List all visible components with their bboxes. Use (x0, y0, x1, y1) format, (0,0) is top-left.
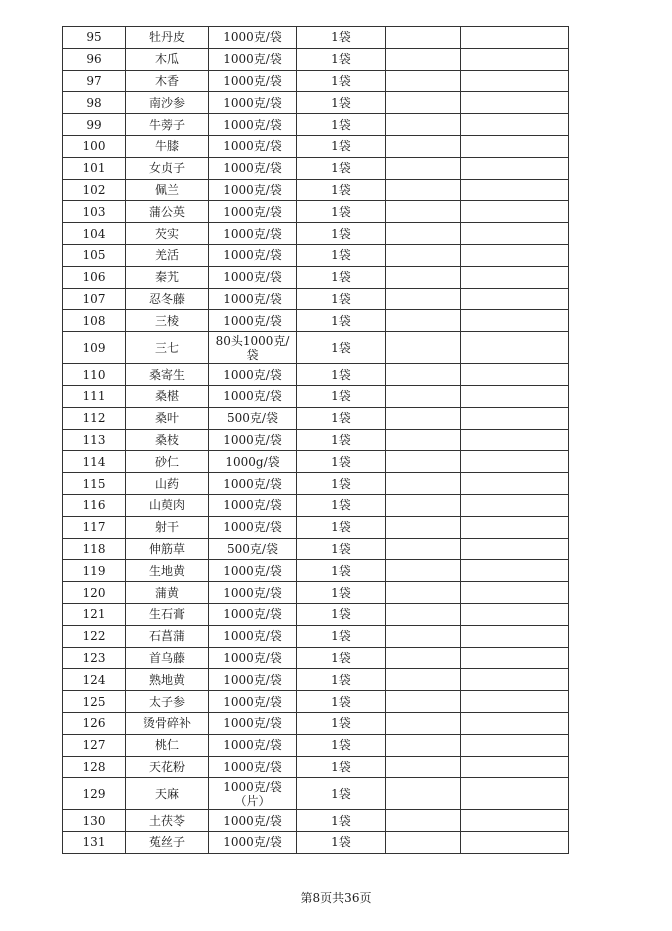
name-cell: 首乌藤 (126, 647, 209, 669)
spec-cell: 1000克/袋 (209, 582, 297, 604)
name-cell: 木香 (126, 70, 209, 92)
spec-cell: 1000克/袋 (209, 27, 297, 49)
blank-cell-b (461, 691, 569, 713)
table-row (63, 582, 569, 604)
name-cell: 蒲黄 (126, 582, 209, 604)
blank-cell-a (386, 157, 461, 179)
blank-cell-a (386, 582, 461, 604)
no-cell: 115 (63, 473, 126, 495)
spec-cell: 1000克/袋 (209, 135, 297, 157)
no-cell: 104 (63, 223, 126, 245)
no-cell: 126 (63, 712, 126, 734)
no-cell: 110 (63, 364, 126, 386)
spec-cell: 80头1000克/袋 (209, 332, 297, 364)
spec-cell: 1000克/袋 (209, 712, 297, 734)
blank-cell-b (461, 332, 569, 364)
name-cell: 天花粉 (126, 756, 209, 778)
no-cell: 107 (63, 288, 126, 310)
no-cell: 130 (63, 810, 126, 832)
spec-cell: 1000克/袋 (209, 266, 297, 288)
spec-cell: 1000克/袋 (209, 603, 297, 625)
herb-table-body (63, 27, 569, 854)
no-cell: 118 (63, 538, 126, 560)
qty-cell: 1袋 (297, 832, 386, 854)
name-cell: 三七 (126, 332, 209, 364)
name-cell: 太子参 (126, 691, 209, 713)
qty-cell: 1袋 (297, 647, 386, 669)
qty-cell: 1袋 (297, 179, 386, 201)
qty-cell: 1袋 (297, 516, 386, 538)
blank-cell-b (461, 385, 569, 407)
name-cell: 生石膏 (126, 603, 209, 625)
blank-cell-a (386, 385, 461, 407)
blank-cell-a (386, 538, 461, 560)
no-cell: 109 (63, 332, 126, 364)
name-cell: 南沙参 (126, 92, 209, 114)
table-row (63, 647, 569, 669)
no-cell: 98 (63, 92, 126, 114)
qty-cell: 1袋 (297, 778, 386, 810)
table-row (63, 734, 569, 756)
name-cell: 桑寄生 (126, 364, 209, 386)
name-cell: 射干 (126, 516, 209, 538)
table-row (63, 429, 569, 451)
blank-cell-b (461, 712, 569, 734)
table-row (63, 266, 569, 288)
spec-cell: 1000克/袋 (209, 494, 297, 516)
spec-cell: 1000g/袋 (209, 451, 297, 473)
qty-cell: 1袋 (297, 407, 386, 429)
name-cell: 山萸肉 (126, 494, 209, 516)
blank-cell-b (461, 832, 569, 854)
table-row (63, 832, 569, 854)
name-cell: 土茯苓 (126, 810, 209, 832)
blank-cell-a (386, 288, 461, 310)
name-cell: 蒲公英 (126, 201, 209, 223)
qty-cell: 1袋 (297, 70, 386, 92)
table-row (63, 310, 569, 332)
table-row (63, 332, 569, 364)
blank-cell-a (386, 310, 461, 332)
table-row (63, 560, 569, 582)
blank-cell-a (386, 625, 461, 647)
qty-cell: 1袋 (297, 756, 386, 778)
no-cell: 125 (63, 691, 126, 713)
table-row (63, 48, 569, 70)
blank-cell-b (461, 92, 569, 114)
table-row (63, 92, 569, 114)
blank-cell-a (386, 244, 461, 266)
name-cell: 砂仁 (126, 451, 209, 473)
qty-cell: 1袋 (297, 625, 386, 647)
blank-cell-b (461, 625, 569, 647)
table-row (63, 157, 569, 179)
table-row (63, 179, 569, 201)
table-row (63, 473, 569, 495)
no-cell: 114 (63, 451, 126, 473)
table-row (63, 451, 569, 473)
spec-cell: 1000克/袋 (209, 625, 297, 647)
page-footer: 第8页共36页 (300, 891, 372, 905)
table-row (63, 810, 569, 832)
no-cell: 122 (63, 625, 126, 647)
blank-cell-b (461, 70, 569, 92)
table-row (63, 70, 569, 92)
blank-cell-a (386, 734, 461, 756)
no-cell: 113 (63, 429, 126, 451)
no-cell: 129 (63, 778, 126, 810)
blank-cell-a (386, 669, 461, 691)
name-cell: 木瓜 (126, 48, 209, 70)
no-cell: 119 (63, 560, 126, 582)
name-cell: 桑椹 (126, 385, 209, 407)
blank-cell-a (386, 407, 461, 429)
spec-cell: 1000克/袋 (209, 473, 297, 495)
no-cell: 99 (63, 114, 126, 136)
table-row (63, 669, 569, 691)
no-cell: 116 (63, 494, 126, 516)
blank-cell-b (461, 364, 569, 386)
blank-cell-a (386, 691, 461, 713)
name-cell: 桃仁 (126, 734, 209, 756)
blank-cell-a (386, 201, 461, 223)
blank-cell-b (461, 810, 569, 832)
blank-cell-a (386, 332, 461, 364)
no-cell: 106 (63, 266, 126, 288)
blank-cell-b (461, 114, 569, 136)
qty-cell: 1袋 (297, 669, 386, 691)
blank-cell-b (461, 494, 569, 516)
spec-cell: 1000克/袋 (209, 516, 297, 538)
no-cell: 105 (63, 244, 126, 266)
blank-cell-a (386, 516, 461, 538)
no-cell: 123 (63, 647, 126, 669)
spec-cell: 1000克/袋 (209, 429, 297, 451)
no-cell: 128 (63, 756, 126, 778)
table-row (63, 135, 569, 157)
blank-cell-a (386, 810, 461, 832)
table-row (63, 407, 569, 429)
name-cell: 熟地黄 (126, 669, 209, 691)
table-row (63, 244, 569, 266)
table-row (63, 516, 569, 538)
name-cell: 石菖蒲 (126, 625, 209, 647)
spec-cell: 1000克/袋 (209, 157, 297, 179)
no-cell: 117 (63, 516, 126, 538)
no-cell: 103 (63, 201, 126, 223)
spec-cell: 500克/袋 (209, 407, 297, 429)
no-cell: 97 (63, 70, 126, 92)
name-cell: 牛膝 (126, 135, 209, 157)
blank-cell-a (386, 560, 461, 582)
qty-cell: 1袋 (297, 712, 386, 734)
qty-cell: 1袋 (297, 266, 386, 288)
qty-cell: 1袋 (297, 135, 386, 157)
no-cell: 100 (63, 135, 126, 157)
name-cell: 伸筋草 (126, 538, 209, 560)
qty-cell: 1袋 (297, 364, 386, 386)
qty-cell: 1袋 (297, 223, 386, 245)
no-cell: 124 (63, 669, 126, 691)
no-cell: 111 (63, 385, 126, 407)
qty-cell: 1袋 (297, 27, 386, 49)
name-cell: 羌活 (126, 244, 209, 266)
blank-cell-b (461, 647, 569, 669)
spec-cell: 1000克/袋 (209, 48, 297, 70)
qty-cell: 1袋 (297, 157, 386, 179)
name-cell: 烫骨碎补 (126, 712, 209, 734)
name-cell: 三棱 (126, 310, 209, 332)
blank-cell-b (461, 582, 569, 604)
table-row (63, 603, 569, 625)
table-row (63, 691, 569, 713)
blank-cell-b (461, 266, 569, 288)
blank-cell-b (461, 669, 569, 691)
blank-cell-b (461, 451, 569, 473)
no-cell: 102 (63, 179, 126, 201)
table-row (63, 201, 569, 223)
blank-cell-a (386, 266, 461, 288)
spec-cell: 1000克/袋 (209, 310, 297, 332)
blank-cell-b (461, 473, 569, 495)
spec-cell: 1000克/袋 (209, 385, 297, 407)
qty-cell: 1袋 (297, 114, 386, 136)
qty-cell: 1袋 (297, 332, 386, 364)
qty-cell: 1袋 (297, 288, 386, 310)
table-row (63, 114, 569, 136)
blank-cell-b (461, 516, 569, 538)
qty-cell: 1袋 (297, 538, 386, 560)
blank-cell-a (386, 27, 461, 49)
qty-cell: 1袋 (297, 691, 386, 713)
spec-cell: 1000克/袋 (209, 92, 297, 114)
blank-cell-b (461, 407, 569, 429)
blank-cell-b (461, 48, 569, 70)
qty-cell: 1袋 (297, 582, 386, 604)
qty-cell: 1袋 (297, 560, 386, 582)
blank-cell-b (461, 288, 569, 310)
qty-cell: 1袋 (297, 48, 386, 70)
spec-cell: 1000克/袋 (209, 669, 297, 691)
blank-cell-b (461, 778, 569, 810)
blank-cell-a (386, 451, 461, 473)
table-row (63, 385, 569, 407)
blank-cell-a (386, 473, 461, 495)
blank-cell-b (461, 429, 569, 451)
spec-cell: 1000克/袋 (209, 647, 297, 669)
blank-cell-b (461, 135, 569, 157)
blank-cell-a (386, 114, 461, 136)
table-row (63, 756, 569, 778)
blank-cell-a (386, 135, 461, 157)
spec-cell: 1000克/袋 (209, 114, 297, 136)
blank-cell-a (386, 48, 461, 70)
table-row (63, 27, 569, 49)
name-cell: 桑枝 (126, 429, 209, 451)
name-cell: 牛蒡子 (126, 114, 209, 136)
table-row (63, 223, 569, 245)
no-cell: 127 (63, 734, 126, 756)
blank-cell-a (386, 70, 461, 92)
blank-cell-b (461, 734, 569, 756)
qty-cell: 1袋 (297, 385, 386, 407)
blank-cell-b (461, 756, 569, 778)
spec-cell: 500克/袋 (209, 538, 297, 560)
name-cell: 忍冬藤 (126, 288, 209, 310)
name-cell: 芡实 (126, 223, 209, 245)
spec-cell: 1000克/袋 (209, 201, 297, 223)
no-cell: 96 (63, 48, 126, 70)
spec-cell: 1000克/袋 (209, 560, 297, 582)
blank-cell-a (386, 364, 461, 386)
name-cell: 山药 (126, 473, 209, 495)
name-cell: 秦艽 (126, 266, 209, 288)
table-row (63, 288, 569, 310)
blank-cell-b (461, 201, 569, 223)
blank-cell-b (461, 560, 569, 582)
blank-cell-a (386, 223, 461, 245)
no-cell: 95 (63, 27, 126, 49)
blank-cell-a (386, 756, 461, 778)
blank-cell-a (386, 712, 461, 734)
spec-cell: 1000克/袋 (209, 734, 297, 756)
blank-cell-b (461, 244, 569, 266)
blank-cell-a (386, 832, 461, 854)
name-cell: 生地黄 (126, 560, 209, 582)
qty-cell: 1袋 (297, 201, 386, 223)
blank-cell-b (461, 603, 569, 625)
name-cell: 女贞子 (126, 157, 209, 179)
table-row (63, 712, 569, 734)
name-cell: 牡丹皮 (126, 27, 209, 49)
qty-cell: 1袋 (297, 810, 386, 832)
qty-cell: 1袋 (297, 451, 386, 473)
blank-cell-a (386, 494, 461, 516)
name-cell: 桑叶 (126, 407, 209, 429)
table-row (63, 494, 569, 516)
no-cell: 108 (63, 310, 126, 332)
spec-cell: 1000克/袋 (209, 364, 297, 386)
blank-cell-b (461, 27, 569, 49)
no-cell: 121 (63, 603, 126, 625)
spec-cell: 1000克/袋 (209, 691, 297, 713)
blank-cell-a (386, 603, 461, 625)
spec-cell: 1000克/袋 (209, 70, 297, 92)
spec-cell: 1000克/袋 (209, 288, 297, 310)
herb-table (62, 26, 569, 854)
blank-cell-b (461, 179, 569, 201)
blank-cell-a (386, 647, 461, 669)
spec-cell: 1000克/袋 (209, 244, 297, 266)
blank-cell-b (461, 310, 569, 332)
table-row (63, 625, 569, 647)
no-cell: 112 (63, 407, 126, 429)
spec-cell: 1000克/袋 (209, 223, 297, 245)
qty-cell: 1袋 (297, 734, 386, 756)
table-row (63, 778, 569, 810)
qty-cell: 1袋 (297, 92, 386, 114)
blank-cell-b (461, 223, 569, 245)
blank-cell-a (386, 429, 461, 451)
table-row (63, 538, 569, 560)
qty-cell: 1袋 (297, 244, 386, 266)
qty-cell: 1袋 (297, 603, 386, 625)
blank-cell-b (461, 538, 569, 560)
qty-cell: 1袋 (297, 494, 386, 516)
no-cell: 131 (63, 832, 126, 854)
no-cell: 120 (63, 582, 126, 604)
qty-cell: 1袋 (297, 310, 386, 332)
spec-cell: 1000克/袋（片） (209, 778, 297, 810)
qty-cell: 1袋 (297, 473, 386, 495)
name-cell: 天麻 (126, 778, 209, 810)
no-cell: 101 (63, 157, 126, 179)
name-cell: 菟丝子 (126, 832, 209, 854)
blank-cell-a (386, 778, 461, 810)
qty-cell: 1袋 (297, 429, 386, 451)
blank-cell-a (386, 92, 461, 114)
blank-cell-a (386, 179, 461, 201)
spec-cell: 1000克/袋 (209, 756, 297, 778)
spec-cell: 1000克/袋 (209, 810, 297, 832)
spec-cell: 1000克/袋 (209, 179, 297, 201)
name-cell: 佩兰 (126, 179, 209, 201)
spec-cell: 1000克/袋 (209, 832, 297, 854)
blank-cell-b (461, 157, 569, 179)
table-row (63, 364, 569, 386)
